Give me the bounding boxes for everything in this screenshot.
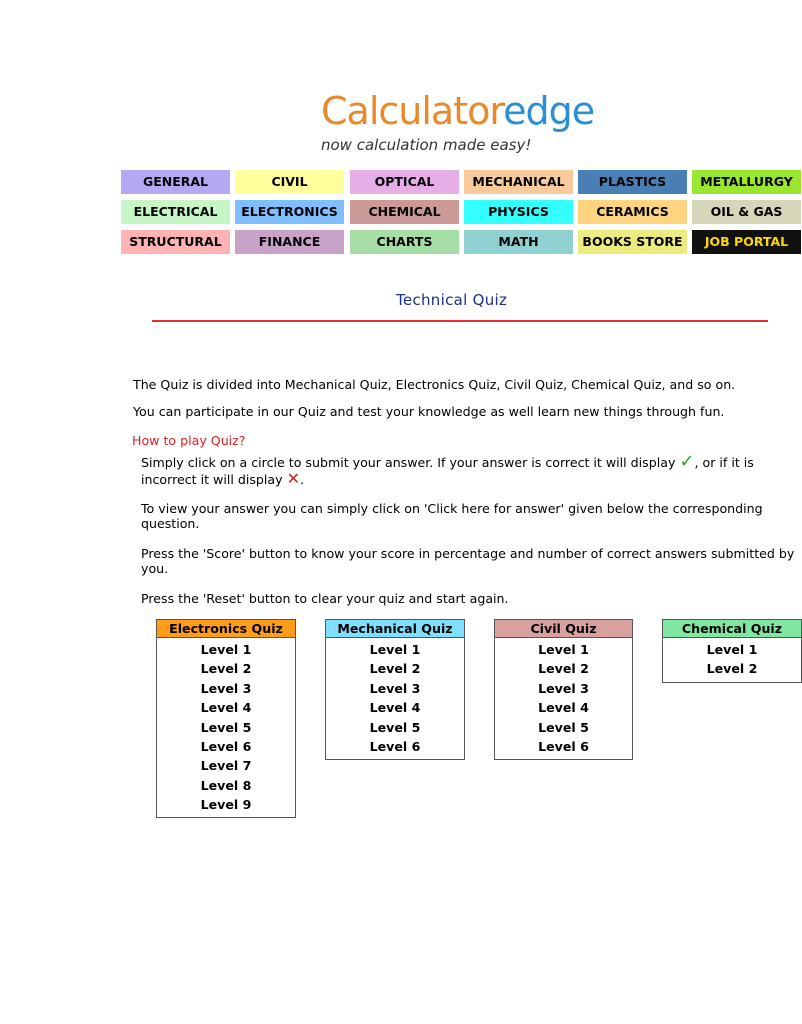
nav-math-button[interactable]: MATH [464, 230, 573, 254]
instruction-1-text-c: incorrect it will display [141, 472, 283, 487]
quiz-level-link[interactable]: Level 1 [200, 642, 252, 657]
nav-structural-button[interactable]: STRUCTURAL [121, 230, 230, 254]
logo-part-edge: edge [503, 89, 595, 133]
quiz-level-link[interactable]: Level 9 [200, 797, 252, 813]
title-divider [152, 320, 768, 322]
electronics-quiz-box [156, 619, 296, 818]
chemical-quiz-box [662, 619, 802, 683]
instruction-2-line-2: question. [141, 516, 200, 531]
nav-metallurgy-button[interactable]: METALLURGY [692, 170, 801, 194]
instruction-1-text-d: . [299, 472, 304, 487]
instruction-1-text-a: Simply click on a circle to submit your answer. If your answer is correct it will display [141, 455, 676, 470]
quiz-level-link[interactable]: Level 4 [200, 700, 252, 716]
quiz-title: Civil Quiz [495, 620, 632, 638]
intro-paragraph-1: The Quiz is divided into Mechanical Quiz, Electronics Quiz, Civil Quiz, Chemical Quiz, and so on. [133, 377, 736, 392]
quiz-level-link[interactable]: Level 3 [369, 680, 421, 696]
nav-books-store-button[interactable]: BOOKS STORE [578, 230, 687, 254]
quiz-level-link[interactable]: Level 1 [369, 642, 421, 657]
mechanical-quiz-box [325, 619, 465, 760]
instruction-1-text-b: , or if it is [694, 455, 754, 470]
instruction-3-line-1: Press the 'Score' button to know your score in percentage and number of correct answers submitted by [141, 546, 795, 561]
instruction-4: Press the 'Reset' button to clear your quiz and start again. [141, 591, 509, 606]
quiz-level-link[interactable]: Level 4 [538, 700, 589, 716]
nav-oil-gas-button[interactable]: OIL & GAS [692, 200, 801, 224]
quiz-level-list [157, 638, 295, 815]
quiz-level-link[interactable]: Level 2 [706, 661, 758, 677]
quiz-level-link[interactable]: Level 3 [538, 680, 589, 696]
instruction-1-line-2 [141, 471, 304, 488]
quiz-level-list [495, 638, 632, 756]
nav-electrical-button[interactable]: ELECTRICAL [121, 200, 230, 224]
quiz-title: Mechanical Quiz [326, 620, 464, 638]
nav-charts-button[interactable]: CHARTS [350, 230, 459, 254]
quiz-level-link[interactable]: Level 5 [538, 719, 589, 735]
instruction-3-line-2: you. [141, 561, 169, 576]
site-logo[interactable] [321, 89, 595, 133]
quiz-level-list [663, 638, 801, 679]
nav-mechanical-button[interactable]: MECHANICAL [464, 170, 573, 194]
how-to-play-heading: How to play Quiz? [132, 433, 246, 448]
quiz-level-link[interactable]: Level 3 [200, 680, 252, 696]
quiz-level-link[interactable]: Level 6 [538, 738, 589, 754]
nav-job-portal-button[interactable]: JOB PORTAL [692, 230, 801, 254]
nav-optical-button[interactable]: OPTICAL [350, 170, 459, 194]
nav-electronics-button[interactable]: ELECTRONICS [235, 200, 344, 224]
quiz-level-link[interactable]: Level 1 [538, 642, 589, 657]
page-title: Technical Quiz [396, 291, 508, 309]
quiz-level-link[interactable]: Level 6 [200, 738, 252, 754]
quiz-level-link[interactable]: Level 5 [200, 719, 252, 735]
instruction-1-line-1 [141, 451, 754, 472]
quiz-level-link[interactable]: Level 2 [538, 661, 589, 677]
nav-physics-button[interactable]: PHYSICS [464, 200, 573, 224]
correct-check-icon: ✓ [679, 451, 695, 472]
nav-ceramics-button[interactable]: CERAMICS [578, 200, 687, 224]
quiz-level-link[interactable]: Level 5 [369, 719, 421, 735]
logo-tagline: now calculation made easy! [321, 136, 532, 154]
nav-finance-button[interactable]: FINANCE [235, 230, 344, 254]
quiz-level-link[interactable]: Level 1 [706, 642, 758, 657]
quiz-level-link[interactable]: Level 2 [200, 661, 252, 677]
instruction-2-line-1: To view your answer you can simply click on 'Click here for answer' given below the corresponding [141, 501, 763, 516]
quiz-level-link[interactable]: Level 6 [369, 738, 421, 754]
quiz-title: Chemical Quiz [663, 620, 801, 638]
quiz-level-link[interactable]: Level 2 [369, 661, 421, 677]
nav-chemical-button[interactable]: CHEMICAL [350, 200, 459, 224]
civil-quiz-box [494, 619, 633, 760]
quiz-title: Electronics Quiz [157, 620, 295, 638]
quiz-level-link[interactable]: Level 4 [369, 700, 421, 716]
intro-paragraph-2: You can participate in our Quiz and test your knowledge as well learn new things through fun. [133, 404, 725, 419]
nav-general-button[interactable]: GENERAL [121, 170, 230, 194]
category-nav [121, 170, 793, 256]
quiz-level-link[interactable]: Level 8 [200, 777, 252, 793]
quiz-level-link[interactable]: Level 7 [200, 758, 252, 774]
incorrect-cross-icon: ✕ [286, 469, 300, 488]
logo-part-calculator: Calculator [321, 89, 504, 133]
nav-plastics-button[interactable]: PLASTICS [578, 170, 687, 194]
nav-civil-button[interactable]: CIVIL [235, 170, 344, 194]
quiz-level-list [326, 638, 464, 756]
